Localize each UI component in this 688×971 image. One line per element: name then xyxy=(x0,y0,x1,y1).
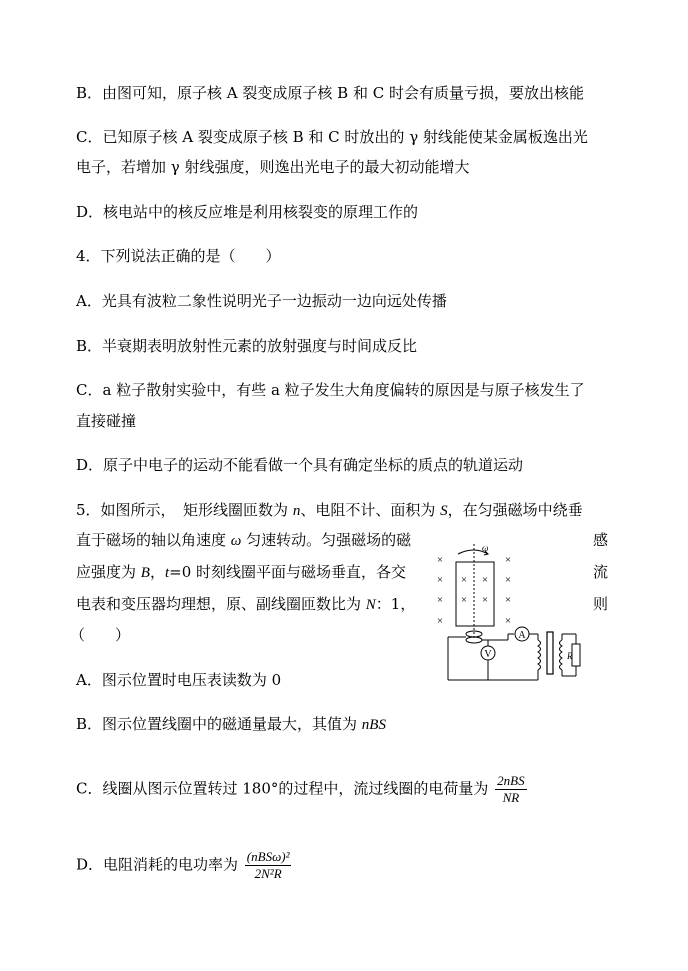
option-a-q5: A．图示位置时电压表读数为 0 xyxy=(76,671,282,689)
field-cross: × xyxy=(436,594,444,606)
field-cross: × xyxy=(481,574,489,586)
question-5-stem-line2: 直于磁场的轴以角速度 ω 匀速转动。匀强磁场的磁 xyxy=(76,531,412,549)
field-cross: × xyxy=(504,554,512,566)
ammeter-label: A xyxy=(518,630,526,641)
field-cross: × xyxy=(436,574,444,586)
field-cross: × xyxy=(436,554,444,566)
charge-fraction: $\frac{\text{2nBS}}{NR}$ xyxy=(497,773,525,805)
question-5-stem-line3-end: 流 xyxy=(593,563,609,581)
question-5-stem-line2-end: 感 xyxy=(593,531,609,549)
question-4-stem: 4．下列说法正确的是（ ） xyxy=(76,247,281,265)
option-b-q3: B．由图可知，原子核 A 裂变成原子核 B 和 C 时会有质量亏损，要放出核能 xyxy=(76,84,584,102)
question-5-stem-line3: 应强度为 B，t=0 时刻线圈平面与磁场垂直，各交 xyxy=(76,563,407,581)
field-cross: × xyxy=(504,594,512,606)
option-c-q3-line1: C．已知原子核 A 裂变成原子核 B 和 C 时放出的 γ 射线能使某金属板逸出光 xyxy=(76,128,588,146)
question-5-answer-bracket: （ ） xyxy=(70,626,131,644)
question-5-stem-line1: 5．如图所示， 矩形线圈匝数为 n、电阻不计、面积为 S，在匀强磁场中绕垂 xyxy=(76,501,583,519)
option-d-q5: D．电阻消耗的电功率为 $\frac{\text{(nBSω)²}}{\text{2N²R}}$ xyxy=(76,849,290,881)
question-5-stem-line4: 电表和变压器均理想，原、副线圈匝数比为 N：1， xyxy=(76,595,416,613)
field-cross: × xyxy=(460,574,468,586)
field-cross: × xyxy=(481,594,489,606)
voltmeter-label: V xyxy=(484,649,492,660)
option-c-q3-line2: 电子，若增加 γ 射线强度，则逸出光电子的最大初动能增大 xyxy=(76,158,470,176)
field-cross: × xyxy=(504,574,512,586)
option-d-q3: D．核电站中的核反应堆是利用核裂变的原理工作的 xyxy=(76,203,419,221)
field-cross: × xyxy=(460,594,468,606)
question-5-stem-line4-end: 则 xyxy=(593,595,609,613)
option-c-q4-line2: 直接碰撞 xyxy=(76,412,137,430)
option-d-q4: D．原子中电子的运动不能看做一个具有确定坐标的质点的轨道运动 xyxy=(76,456,524,474)
option-b-q5: B．图示位置线圈中的磁通量最大，其值为 nBS xyxy=(76,715,386,733)
option-a-q4: A．光具有波粒二象性说明光子一边振动一边向远处传播 xyxy=(76,292,447,310)
field-cross: × xyxy=(504,615,512,627)
power-fraction: $\frac{\text{(nBSω)²}}{\text{2N²R}}$ xyxy=(246,849,290,881)
option-c-q5: C．线圈从图示位置转过 180°的过程中，流过线圈的电荷量为 $\frac{\text{2nBS}}{NR}$ xyxy=(76,773,525,805)
field-cross: × xyxy=(436,615,444,627)
option-c-q4-line1: C．a 粒子散射实验中，有些 a 粒子发生大角度偏转的原因是与原子核发生了 xyxy=(76,381,585,399)
omega-label: ω xyxy=(482,543,489,553)
coil-transformer-circuit-figure xyxy=(428,540,590,690)
resistor-label: R xyxy=(567,651,573,661)
option-b-q4: B．半衰期表明放射性元素的放射强度与时间成反比 xyxy=(76,337,418,355)
